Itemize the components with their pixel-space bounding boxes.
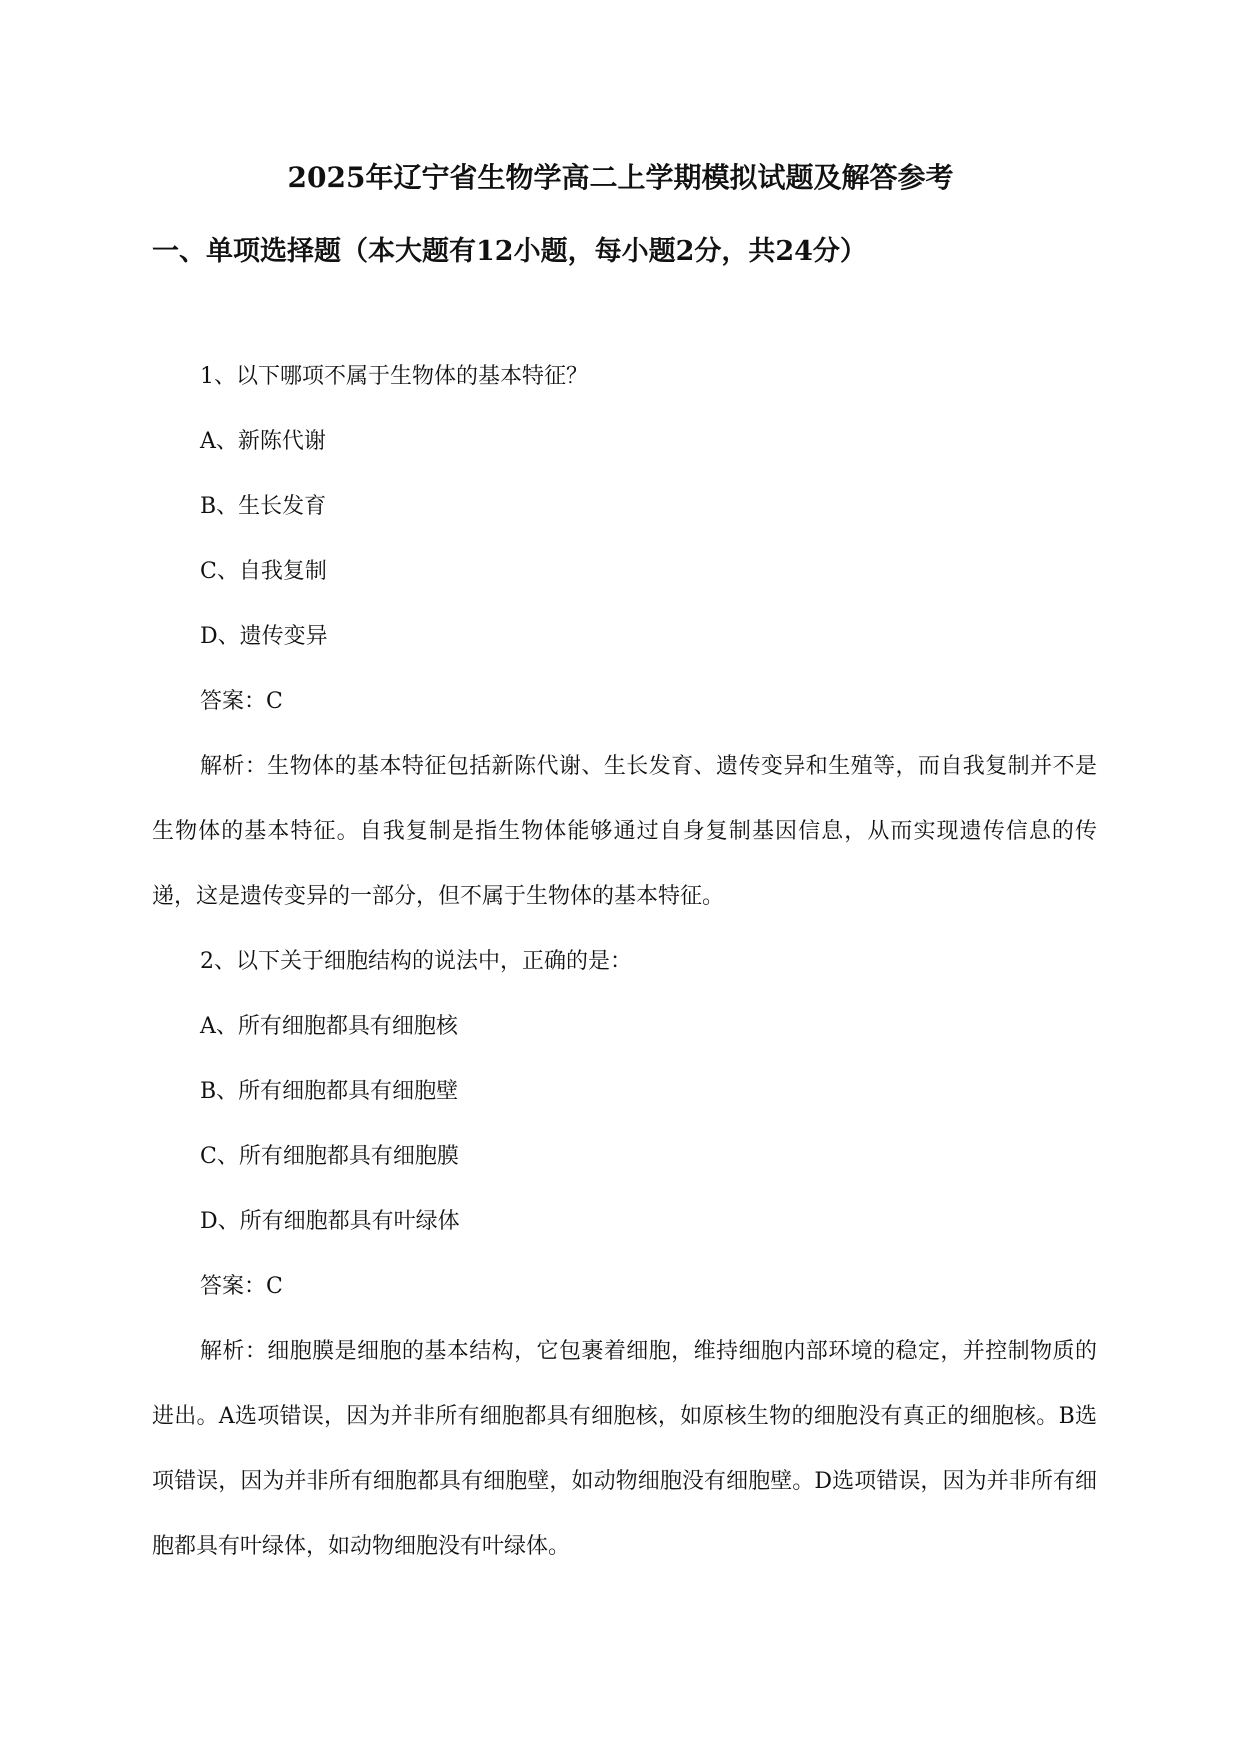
option-b: B、生长发育	[200, 494, 327, 519]
option-a: A、新陈代谢	[200, 429, 326, 454]
option-b: B、所有细胞都具有细胞壁	[200, 1079, 459, 1104]
answer: 答案：C	[200, 689, 283, 714]
option-c: C、自我复制	[200, 559, 327, 584]
question-list	[152, 344, 1097, 1579]
question-2	[152, 929, 1097, 1579]
question-stem: 2、以下关于细胞结构的说法中，正确的是：	[200, 949, 632, 974]
section-heading: 一、单项选择题（本大题有12小题，每小题2分，共24分）	[152, 236, 867, 267]
option-d: D、所有细胞都具有叶绿体	[200, 1209, 460, 1234]
option-d: D、遗传变异	[200, 624, 328, 649]
option-a: A、所有细胞都具有细胞核	[200, 1014, 458, 1039]
option-c: C、所有细胞都具有细胞膜	[200, 1144, 459, 1169]
question-stem: 1、以下哪项不属于生物体的基本特征？	[200, 364, 588, 389]
analysis: 解析：生物体的基本特征包括新陈代谢、生长发育、遗传变异和生殖等，而自我复制并不是生物体的基本特征。自我复制是指生物体能够通过自身复制基因信息，从而实现遗传信息的传递，这是遗传变异的一部分，但不属于生物体的基本特征。	[152, 754, 1097, 909]
analysis: 解析：细胞膜是细胞的基本结构，它包裹着细胞，维持细胞内部环境的稳定，并控制物质的进出。A选项错误，因为并非所有细胞都具有细胞核，如原核生物的细胞没有真正的细胞核。B选项错误，因为并非所有细胞都具有细胞壁，如动物细胞没有细胞壁。D选项错误，因为并非所有细胞都具有叶绿体，如动物细胞没有叶绿体。	[152, 1339, 1097, 1559]
document-title: 2025年辽宁省生物学高二上学期模拟试题及解答参考	[287, 161, 954, 194]
answer: 答案：C	[200, 1274, 283, 1299]
question-1	[152, 344, 1097, 929]
